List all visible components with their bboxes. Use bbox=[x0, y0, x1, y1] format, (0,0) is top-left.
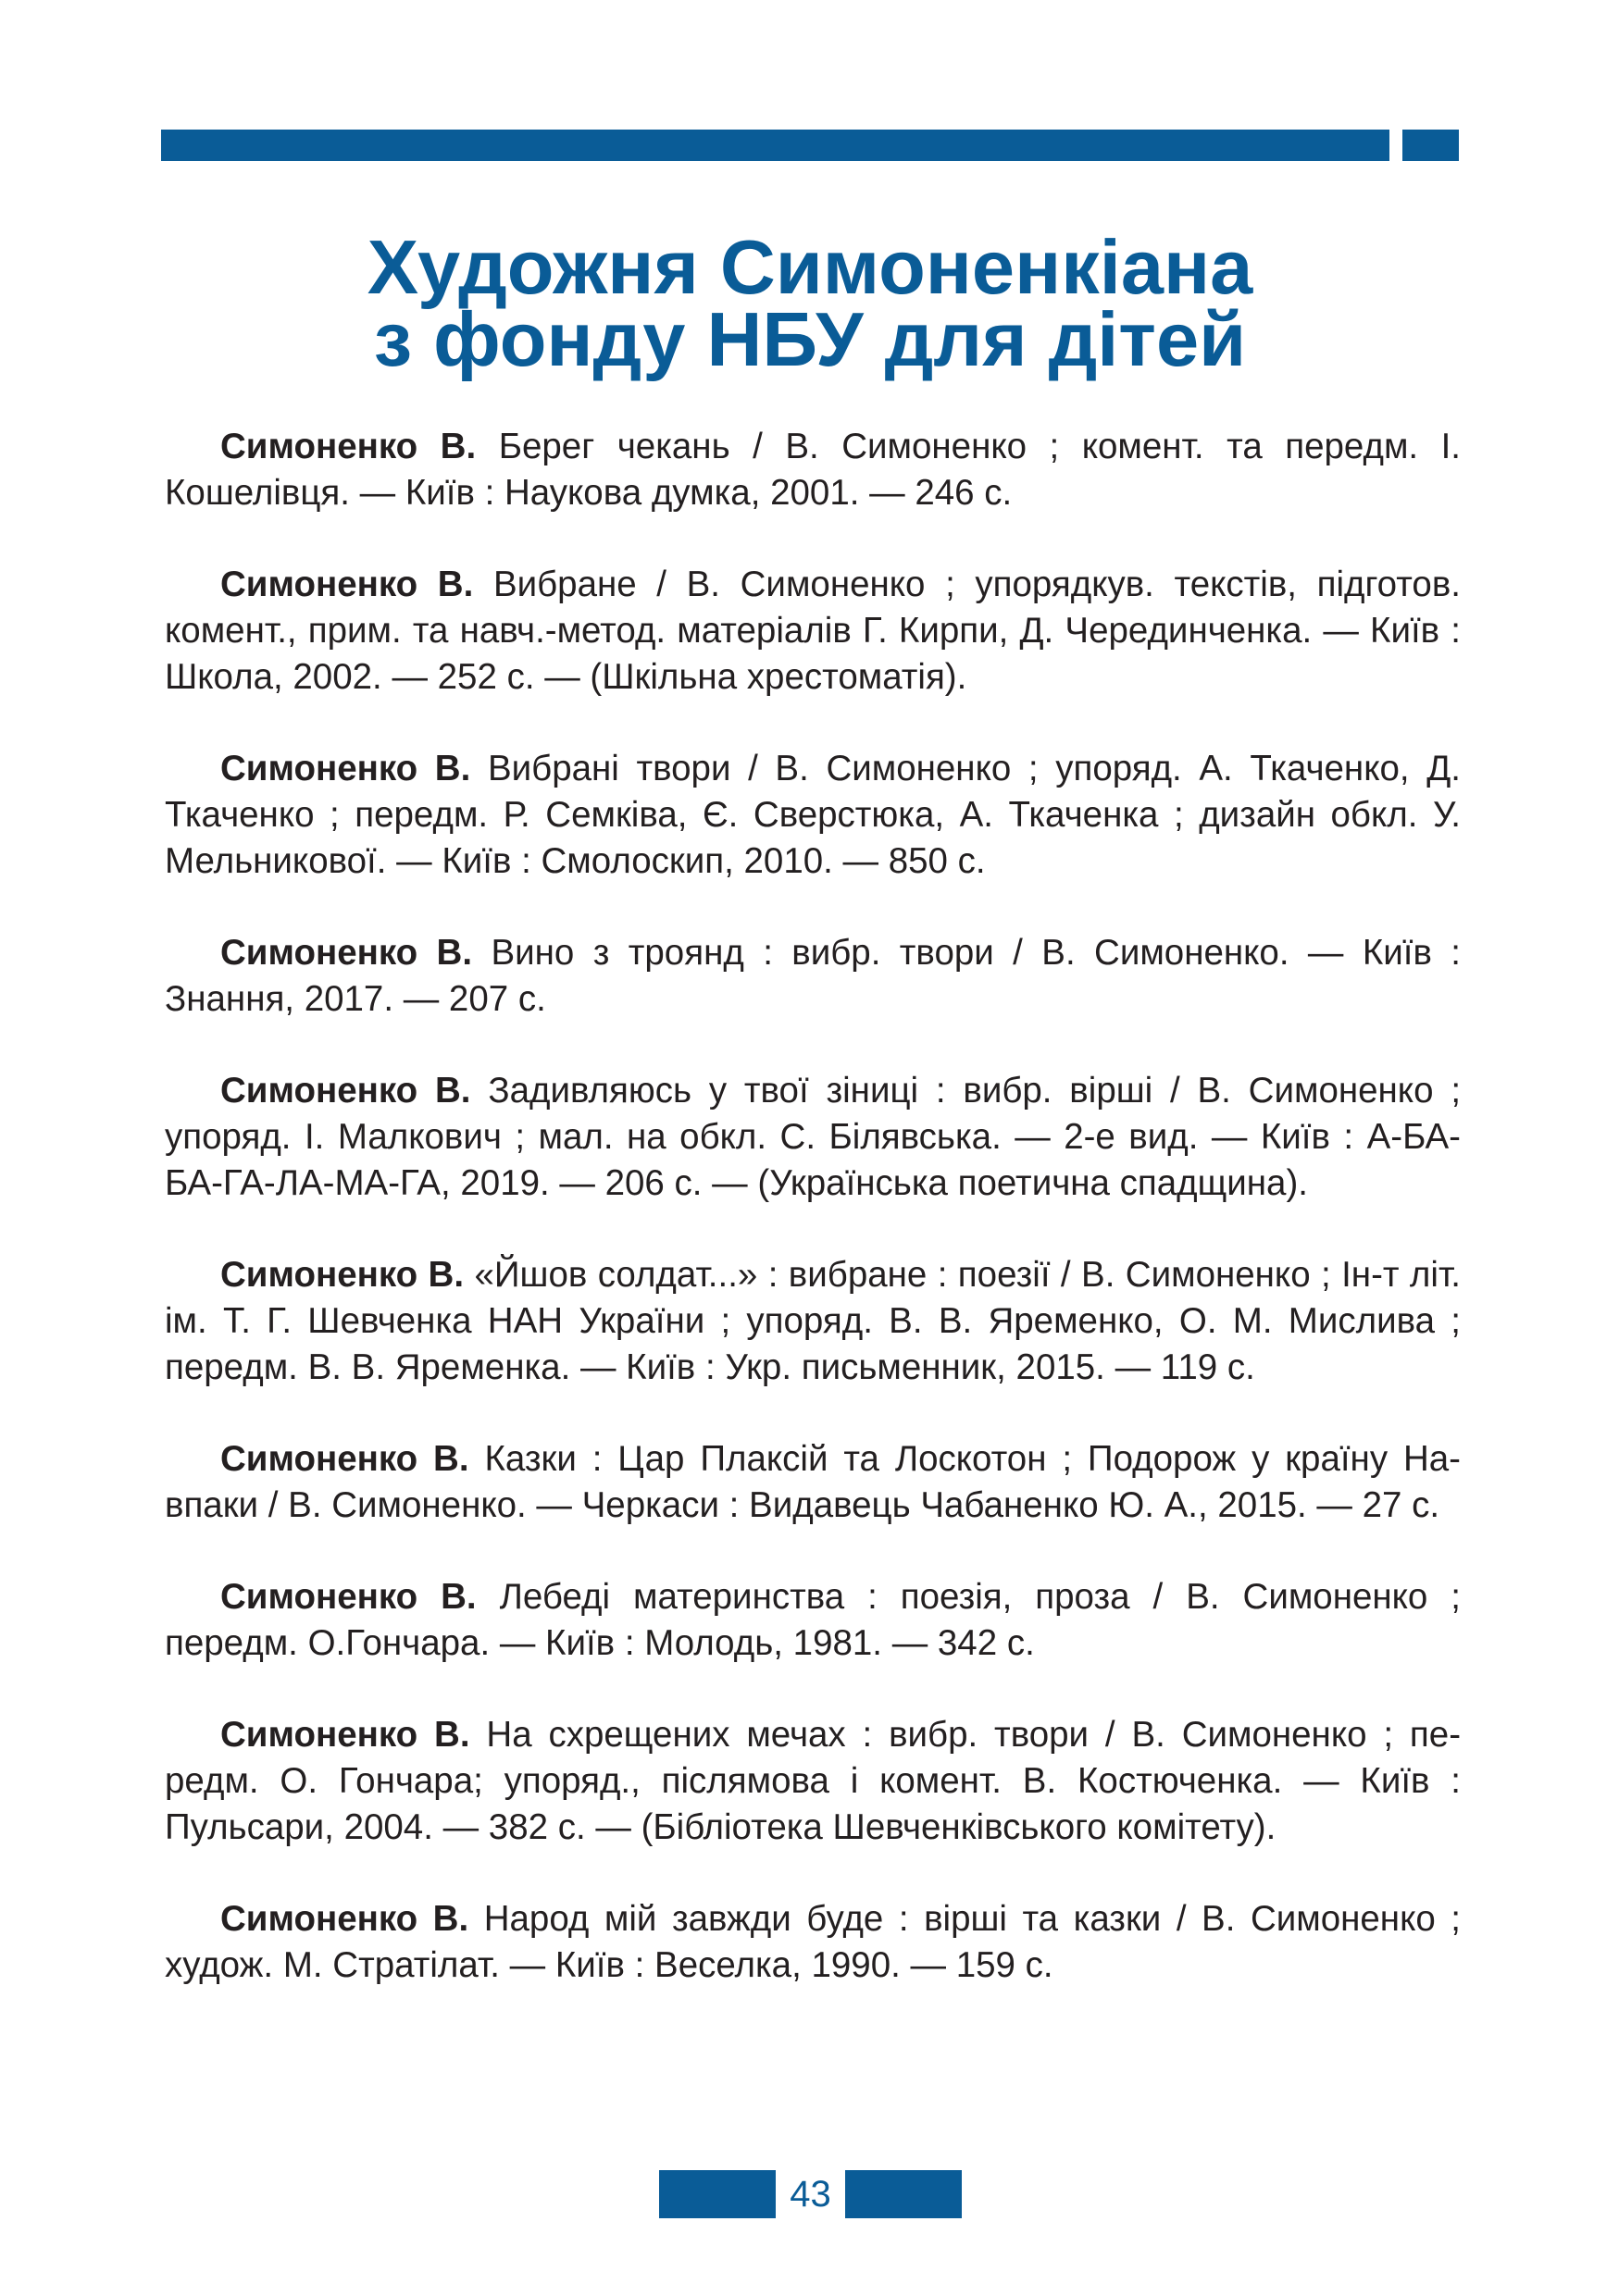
entry-author: Симоненко В. bbox=[220, 933, 473, 973]
bibliography-entry bbox=[165, 424, 1461, 516]
title-line-1: Художня Симоненкіана bbox=[367, 224, 1253, 310]
bibliography-entry bbox=[165, 1436, 1461, 1529]
entry-text: Задивляюсь у твої зіниці : вибр. вірші / В. Симоненко ; упоряд. І. Малкович ; мал. на обкл. С. Білявська. — 2-е вид. — Київ : А-БА-БА-ГА-ЛА-МА-ГА, 2019. — 206 с. — (Українська поетична спадщина). bbox=[165, 1071, 1462, 1203]
bibliography-entry bbox=[165, 562, 1461, 701]
bibliography-entry bbox=[165, 1252, 1461, 1391]
bibliography-entry bbox=[165, 1068, 1461, 1207]
bibliography-entry bbox=[165, 930, 1461, 1023]
entry-author: Симоненко В. bbox=[220, 1439, 469, 1479]
entry-text: Вино з троянд : вибр. твори / В. Симоненко. — Київ : Знання, 2017. — 207 с. bbox=[165, 933, 1461, 1019]
entry-author: Симоненко В. bbox=[220, 749, 471, 788]
entry-author: Симоненко В. bbox=[220, 1071, 471, 1111]
page-number: 43 bbox=[790, 2174, 831, 2215]
footer-decor-bar-left bbox=[659, 2170, 776, 2218]
entry-author: Симоненко В. bbox=[220, 1577, 477, 1617]
footer-decor-bar-right bbox=[845, 2170, 962, 2218]
entry-author: Симоненко В. bbox=[220, 1899, 469, 1939]
entry-text: На схрещених мечах : вибр. твори / В. Симоненко ; передм. О. Гончара; упоряд., післямова і комент. В. Костюченка. — Київ : Пульсари, 2004. — 382 с. — (Бібліотека Шевченківського комітету). bbox=[165, 1715, 1462, 1847]
bibliography-entry bbox=[165, 1712, 1461, 1851]
title-line-2: з фонду НБУ для дітей bbox=[373, 296, 1247, 382]
bibliography-list bbox=[165, 424, 1461, 2034]
bibliography-entry bbox=[165, 1896, 1461, 1989]
entry-author: Симоненко В. bbox=[220, 1715, 470, 1755]
page-title bbox=[161, 224, 1459, 382]
header-decor-bar-end bbox=[1402, 130, 1459, 161]
entry-text: Народ мій завжди буде : вірші та казки / В. Симоненко ; худож. М. Стратілат. — Київ : Веселка, 1990. — 159 с. bbox=[165, 1899, 1461, 1985]
entry-text: Лебеді материнства : поезія, проза / В. Симоненко ; передм. О.Гончара. — Київ : Молодь, 1981. — 342 с. bbox=[165, 1577, 1462, 1663]
header-decor-bar bbox=[161, 130, 1389, 161]
bibliography-entry bbox=[165, 746, 1461, 885]
entry-text: Вибране / В. Симоненко ; упорядкув. текстів, підготов. комент., прим. та навч.-метод. матеріалів Г. Кирпи, Д. Черединченка. — Київ : Школа, 2002. — 252 с. — (Шкільна хрестоматія). bbox=[165, 565, 1461, 697]
entry-author: Симоненко В. bbox=[220, 1255, 465, 1295]
page-footer bbox=[659, 2170, 962, 2218]
entry-author: Симоненко В. bbox=[220, 565, 474, 604]
entry-text: Казки : Цар Плаксій та Лоскотон ; Подорож у країну Навпаки / В. Симоненко. — Черкаси : Видавець Чабаненко Ю. А., 2015. — 27 с. bbox=[165, 1439, 1461, 1525]
entry-text: «Йшов солдат...» : вибране : поезії / В. Симоненко ; Ін-т літ. ім. Т. Г. Шевченка НАН України ; упоряд. В. В. Яременко, О. М. Мислива ; передм. В. В. Яременка. — Київ : Укр. письменник, 2015. — 119 с. bbox=[165, 1255, 1461, 1387]
entry-author: Симоненко В. bbox=[220, 427, 477, 466]
entry-text: Берег чекань / В. Симоненко ; комент. та передм. І. Кошелівця. — Київ : Наукова думка, 2001. — 246 с. bbox=[165, 427, 1462, 513]
entry-text: Вибрані твори / В. Симоненко ; упоряд. А. Ткаченко, Д. Ткаченко ; передм. Р. Семківа, Є. Сверстюка, А. Ткаченка ; дизайн обкл. У. Мельникової. — Київ : Смолоскип, 2010. — 850 с. bbox=[165, 749, 1461, 881]
bibliography-entry bbox=[165, 1574, 1461, 1667]
